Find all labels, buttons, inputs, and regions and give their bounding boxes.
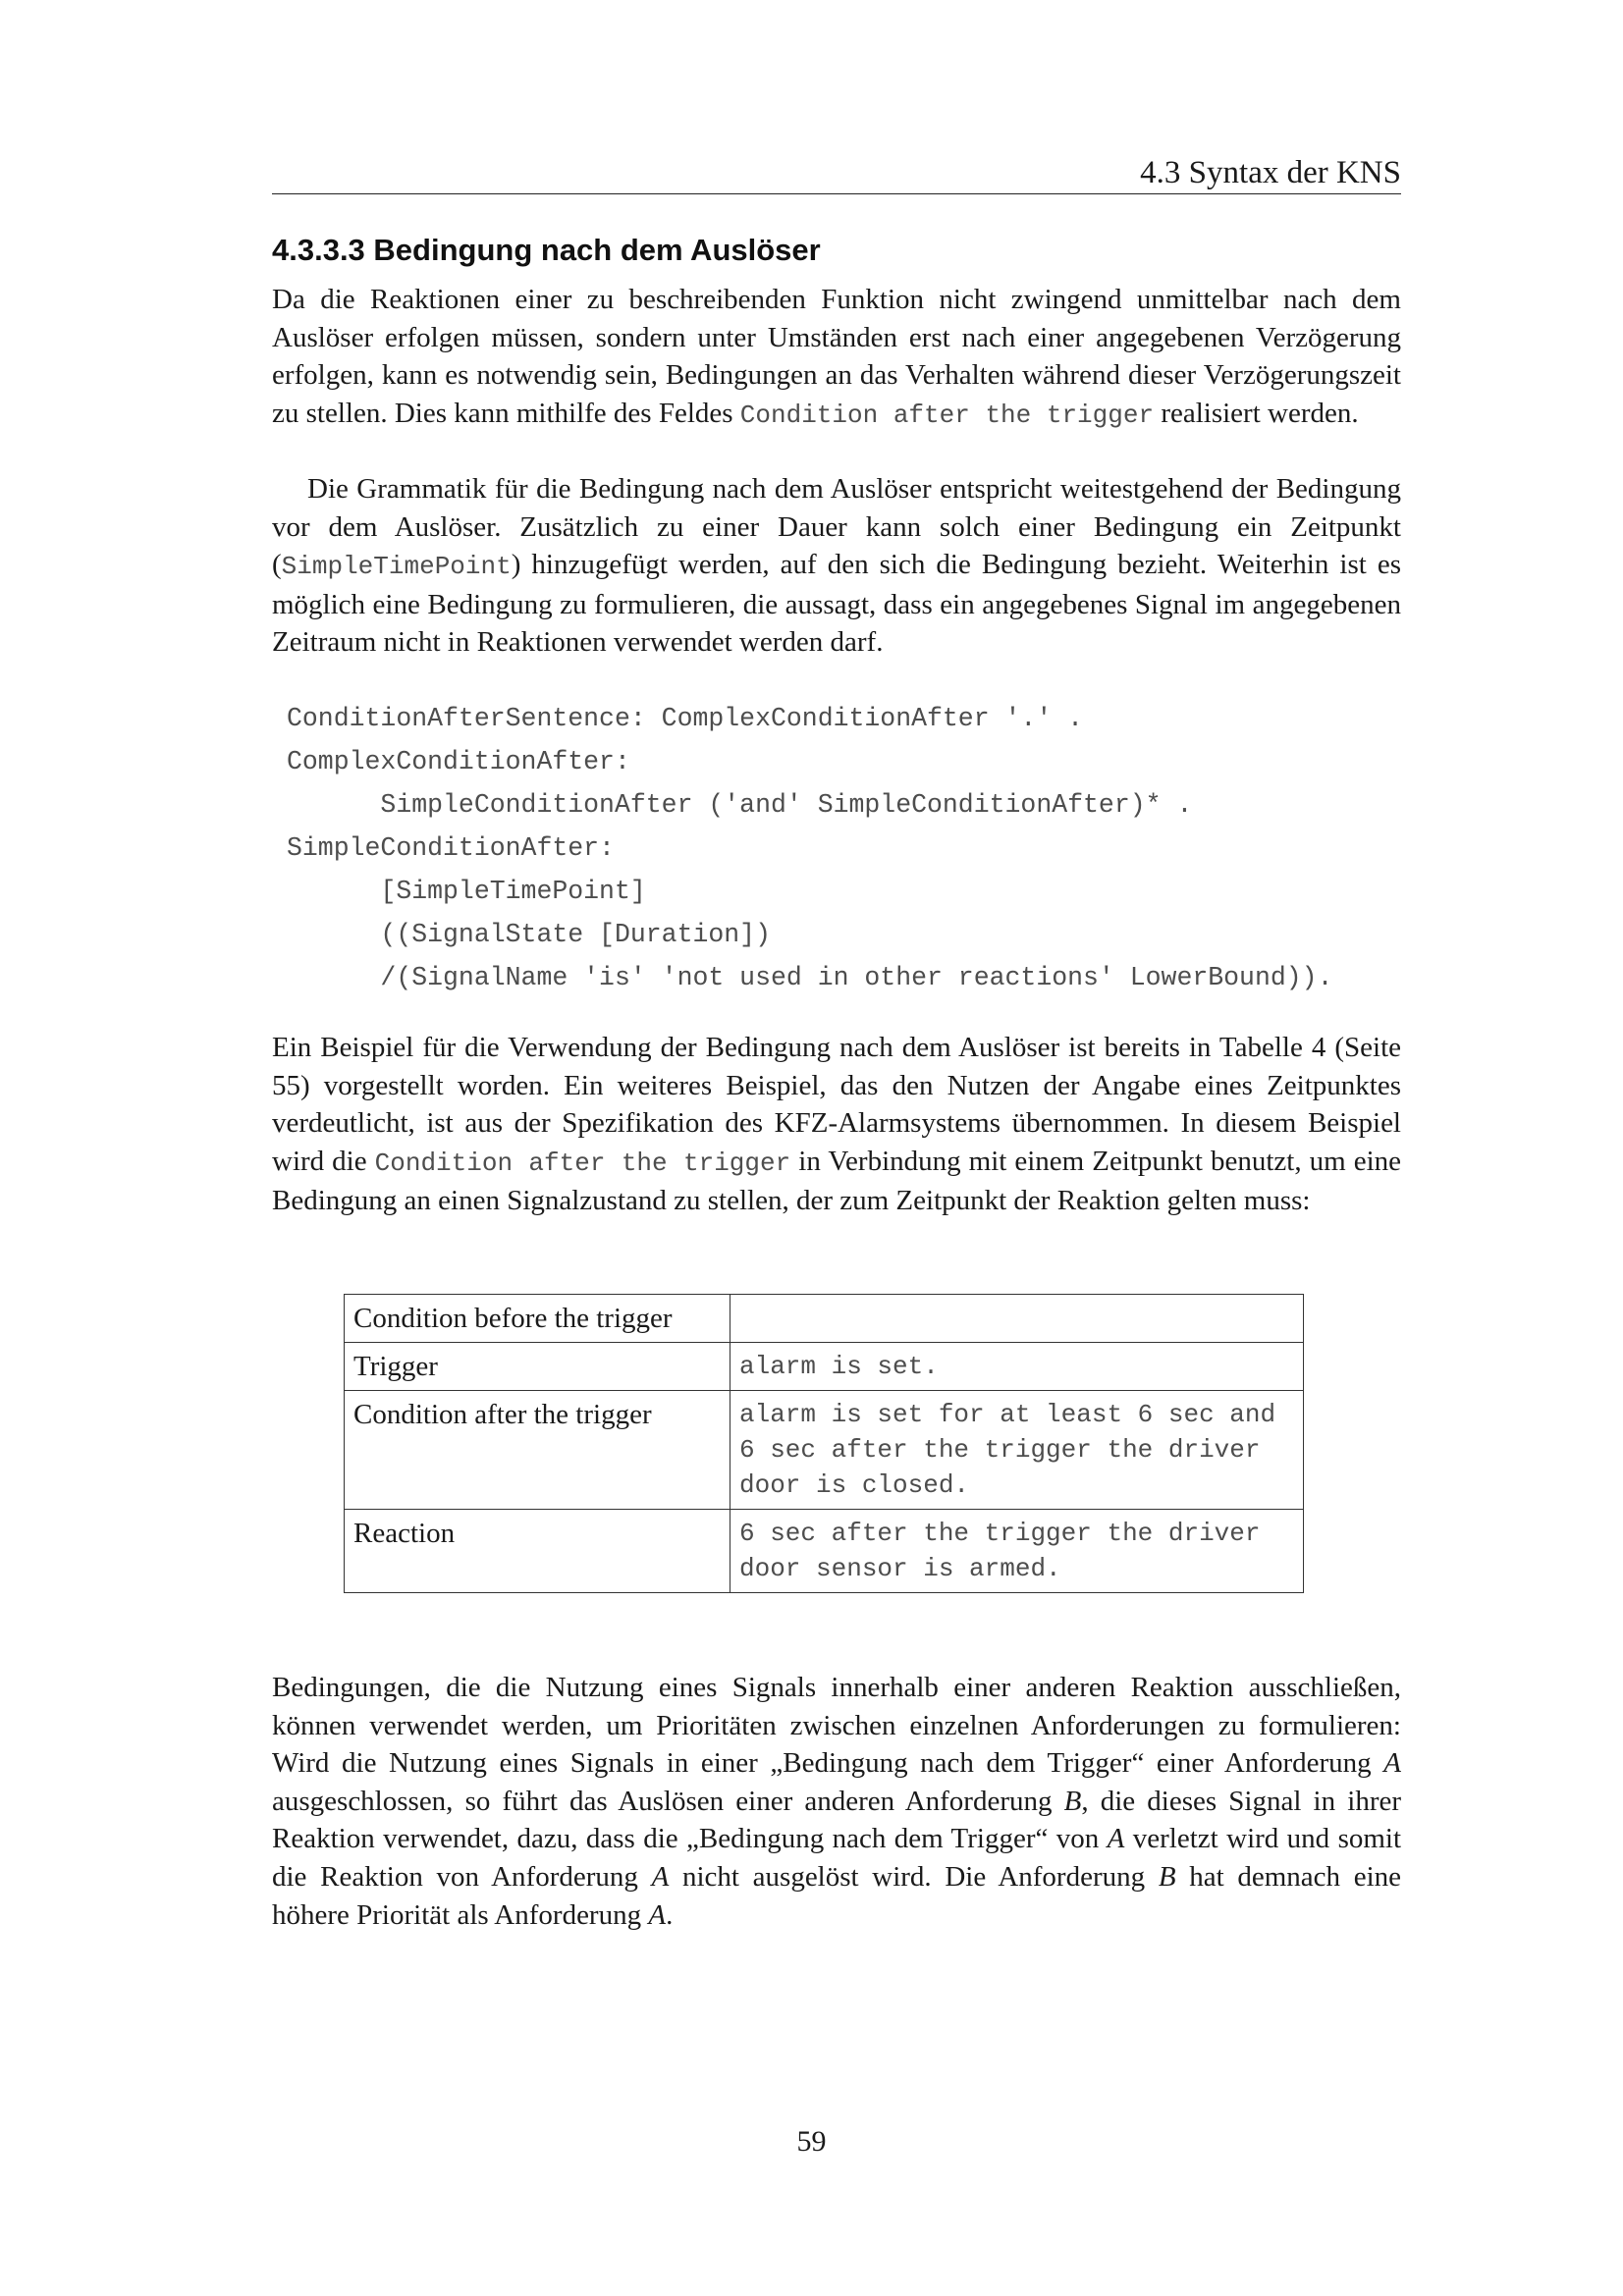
priority-text: nicht ausgelöst wird. Die Anforderung xyxy=(681,1860,1146,1893)
table-row xyxy=(345,1343,1304,1391)
paragraph-grammar-text-b: ) hinzugefügt werden, auf den sich die Bedingung bezieht. Weiterhin ist es möglich eine Bedingung zu formulieren, die aussagt, dass ein angegebenes Signal im angegebenen Zeitraum nicht in Reaktionen verwendet werden darf. xyxy=(272,549,1401,659)
paragraph-intro xyxy=(272,281,1401,434)
table-row xyxy=(345,1391,1304,1510)
code-condition-after: Condition after the trigger xyxy=(739,400,1155,430)
grammar-line: /(SignalName 'is' 'not used in other reactions' LowerBound)). xyxy=(287,963,1333,992)
priority-text: , die dieses Signal in ihrer Reaktion verwendet, dazu, dass die „Bedingung nach dem Trigger“ von xyxy=(272,1785,1401,1855)
grammar-line: ConditionAfterSentence: ComplexConditionAfter '.' . xyxy=(287,704,1084,733)
variable-a: A xyxy=(648,1898,667,1931)
priority-text: . xyxy=(666,1898,674,1931)
table-cell-value: alarm is set for at least 6 sec and 6 sec after the trigger the driver door is closed. xyxy=(730,1391,1304,1510)
paragraph-intro-end: realisiert werden. xyxy=(1161,397,1359,429)
specification-table xyxy=(344,1294,1304,1593)
code-simple-time-point: SimpleTimePoint xyxy=(281,552,512,582)
paragraph-priority xyxy=(272,1669,1401,1934)
paragraph-example xyxy=(272,1029,1401,1220)
paragraph-grammar-intro xyxy=(272,470,1401,662)
grammar-line: [SimpleTimePoint] xyxy=(287,877,646,906)
running-header: 4.3 Syntax der KNS xyxy=(1140,155,1401,190)
priority-text: Bedingungen, die die Nutzung eines Signals innerhalb einer anderen Reaktion ausschließen, können verwendet werden, um Prioritäten zwischen einzelnen Anforderungen zu formulieren: Wird die Nutzung eines Signals in einer „Bedingung nach dem Trigger“ einer Anforderung xyxy=(272,1672,1401,1780)
grammar-block xyxy=(287,697,1332,999)
paragraph-example-text-b: in Verbindung mit einem Zeitpunkt benutzt, um eine Bedingung an einen Signalzustand zu stellen, der zum Zeitpunkt der Reaktion gelten muss: xyxy=(272,1145,1402,1217)
paragraph-example-text-a: Ein Beispiel für die Verwendung der Bedingung nach dem Auslöser ist bereits in Tabelle 4 (Seite 55) vorgestellt worden. Ein weiteres Beispiel, das den Nutzen der Angabe eines Zeitpunktes verdeutlicht, ist aus der Spezifikation des KFZ-Alarmsystems übernommen. In diesem Beispiel wird die xyxy=(272,1032,1401,1177)
grammar-line: ComplexConditionAfter: xyxy=(287,747,630,776)
paragraph-grammar-text-a: Die Grammatik für die Bedingung nach dem Auslöser entspricht weitestgehend der Bedingung vor dem Auslöser. Zusätzlich zu einer Dauer kann solch einer Bedingung ein Zeitpunkt ( xyxy=(272,473,1401,581)
table-row xyxy=(345,1295,1304,1343)
code-condition-after-2: Condition after the trigger xyxy=(374,1148,791,1178)
page-number: 59 xyxy=(796,2125,827,2158)
variable-b: B xyxy=(1063,1785,1082,1817)
table-cell-label: Trigger xyxy=(345,1343,730,1391)
section-title: 4.3.3.3 Bedingung nach dem Auslöser xyxy=(272,233,821,267)
table-row xyxy=(345,1510,1304,1593)
table-cell-label: Condition after the trigger xyxy=(345,1391,730,1510)
priority-text: ausgeschlossen, so führt das Auslösen einer anderen Anforderung xyxy=(272,1785,1053,1817)
grammar-line: ((SignalState [Duration]) xyxy=(287,920,771,949)
table-cell-value xyxy=(730,1295,1304,1343)
variable-a: A xyxy=(1383,1747,1401,1780)
table-cell-value: alarm is set. xyxy=(730,1343,1304,1391)
table-cell-value: 6 sec after the trigger the driver door sensor is armed. xyxy=(730,1510,1304,1593)
variable-a: A xyxy=(1107,1823,1125,1855)
table-cell-label: Reaction xyxy=(345,1510,730,1593)
paragraph-intro-text: Da die Reaktionen einer zu beschreibenden Funktion nicht zwingend unmittelbar nach dem Auslöser erfolgen müssen, sondern unter Umständen erst nach einer angegebenen Verzögerung erfolgen, kann es notwendig sein, Bedingungen an das Verhalten während dieser Verzögerungszeit zu stellen. Dies kann mithilfe des Feldes xyxy=(272,284,1401,429)
variable-a: A xyxy=(651,1860,670,1893)
variable-b: B xyxy=(1158,1860,1176,1893)
priority-text: verletzt wird und somit die Reaktion von Anforderung xyxy=(272,1823,1402,1893)
priority-text: hat demnach eine höhere Priorität als Anforderung xyxy=(272,1860,1401,1931)
header-rule xyxy=(272,193,1401,194)
grammar-line: SimpleConditionAfter: xyxy=(287,833,615,863)
grammar-line: SimpleConditionAfter ('and' SimpleConditionAfter)* . xyxy=(287,790,1193,820)
table-cell-label: Condition before the trigger xyxy=(345,1295,730,1343)
